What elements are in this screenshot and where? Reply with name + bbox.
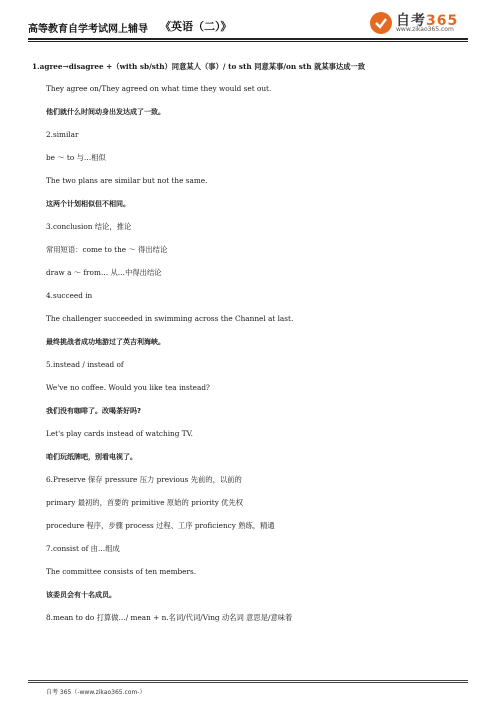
footer-rule-thin xyxy=(28,682,468,683)
note-line: 该委员会有十名成员。 xyxy=(46,591,116,599)
page-header xyxy=(28,10,468,40)
logo-text: 自考365 xyxy=(396,13,459,29)
note-line: be ～ to 与…相似 xyxy=(46,153,106,162)
header-subject: 《英语（二）》 xyxy=(160,20,232,33)
note-line: procedure 程序，步骤 process 过程、工序 proficiency 熟练，精通 xyxy=(46,521,275,530)
note-line: draw a ～ from… 从…中得出结论 xyxy=(46,268,162,277)
note-line: 最终挑战者成功地游过了英吉利海峡。 xyxy=(46,338,165,346)
note-line: 7.consist of 由…组成 xyxy=(46,544,120,553)
header-rule-thin xyxy=(28,41,468,42)
note-line: 6.Preserve 保存 pressure 压力 previous 先前的，以前的 xyxy=(46,475,242,484)
note-line: 1.agree→disagree +（with sb/sth）同意某人（事）/ to sth 同意某事/on sth 就某事达成一致 xyxy=(32,62,366,71)
header-rule xyxy=(28,38,468,40)
note-line: Let's play cards instead of watching TV. xyxy=(46,429,193,438)
note-line: 5.instead / instead of xyxy=(46,360,124,369)
note-line: 2.similar xyxy=(46,130,79,139)
note-line: 常用短语：come to the ～ 得出结论 xyxy=(46,245,168,254)
note-line: The committee consists of ten members. xyxy=(46,567,197,576)
note-line: The challenger succeeded in swimming across the Channel at last. xyxy=(46,314,294,323)
footer-rule xyxy=(28,680,468,681)
note-line: 这两个计划相似但不相同。 xyxy=(46,200,130,208)
site-logo xyxy=(370,10,468,36)
note-line: primary 最初的，首要的 primitive 原始的 priority 优先权 xyxy=(46,498,244,507)
note-line: 我们没有咖啡了。改喝茶好吗? xyxy=(46,407,142,415)
logo-url: www.zikao365.com xyxy=(396,26,454,33)
note-line: 4.succeed in xyxy=(46,291,93,300)
note-line: 他们就什么时间动身出发达成了一致。 xyxy=(46,108,165,116)
logo-icon xyxy=(370,12,392,34)
note-line: 8.mean to do 打算做…/ mean + n.名词/代词/Ving 动名词 意思是/意味着 xyxy=(46,613,293,622)
note-line: 咱们玩纸牌吧，别看电视了。 xyxy=(46,453,137,461)
note-line: We've no coffee. Would you like tea instead? xyxy=(46,383,210,392)
note-line: They agree on/They agreed on what time they would set out. xyxy=(46,84,272,93)
header-title: 高等教育自学考试网上辅导 xyxy=(28,24,148,35)
note-line: 3.conclusion 结论，推论 xyxy=(46,222,132,231)
page-footer: 自考 365（-www.zikao365.com-） xyxy=(46,689,146,696)
note-line: The two plans are similar but not the same. xyxy=(46,176,208,185)
